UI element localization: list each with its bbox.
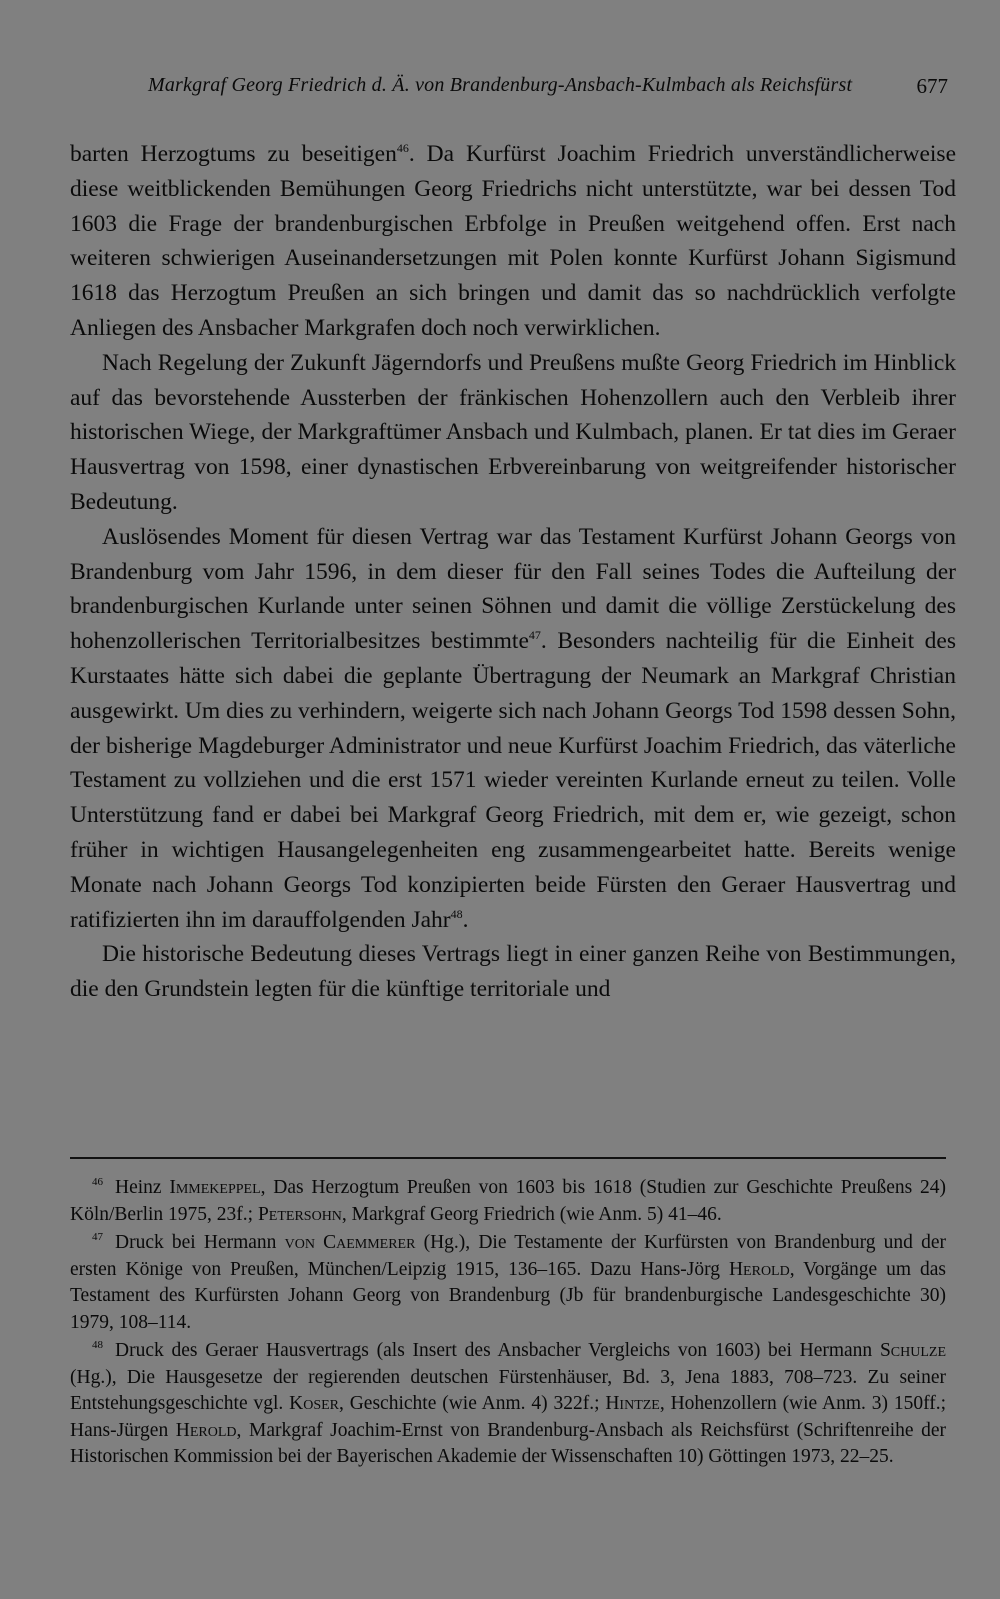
footnote-text: , Das Herzogtum Preußen von 1603 bis 1618 (Studien zur Geschichte Preußens 24) Köln/Berlin 1975, 23f.; (70, 1177, 947, 1225)
paragraph-3-text-c: . (462, 906, 469, 933)
author-name: Hintze (605, 1393, 660, 1414)
running-title: Markgraf Georg Friedrich d. Ä. von Brandenburg-Ansbach-Kulmbach als Reichsfürst (148, 74, 853, 96)
footnotes (70, 1175, 946, 1473)
paragraph-4: Die historische Bedeutung dieses Vertrags liegt in einer ganzen Reihe von Bestimmungen, die den Grundstein legten für die künftige territoriale und (70, 941, 956, 1003)
footnote-text: Druck bei Hermann (115, 1232, 285, 1253)
footnote-text: , Hohenzollern (wie Anm. 3) 150ff.; Hans-Jürgen (70, 1393, 946, 1441)
footnote-number: 47 (92, 1231, 103, 1243)
footnote-48 (70, 1338, 946, 1471)
footnote-text: , Markgraf Joachim-Ernst von Brandenburg-Ansbach als Reichsfürst (Schriftenreihe der Historischen Kommission bei der Bayerischen Akademie der Wissenschaften 10) Göttingen 1973, 22–25. (70, 1419, 946, 1467)
paragraph-1 (70, 137, 956, 346)
author-name: von Caemmerer (284, 1232, 416, 1253)
author-name: Herold (175, 1419, 237, 1441)
footnote-text: , Geschichte (wie Anm. 4) 322f.; (339, 1393, 606, 1414)
page-number: 677 (916, 74, 948, 98)
author-name: Immekeppel (169, 1177, 261, 1198)
running-header (120, 68, 950, 104)
paragraph-3 (70, 520, 956, 938)
paragraph-1-text-a: barten Herzogtums zu beseitigen (70, 141, 397, 167)
footnote-text: (Hg.), Die Testamente der Kurfürsten von Brandenburg und der ersten Könige von Preußen, München/Leipzig 1915, 136–165. Dazu Hans-Jörg (70, 1232, 946, 1280)
paragraph-1-text-b: . Da Kurfürst Joachim Friedrich unverständlicherweise diese weitblickenden Bemühungen Georg Friedrichs nicht unterstützte, war bei dessen Tod 1603 die Frage der brandenburgischen Erbfolge in Preußen weitgehend offen. Erst nach weiteren schwierigen Auseinandersetzungen mit Polen konnte Kurfürst Johann Sigismund 1618 das Herzogtum Preußen an sich bringen und damit das so nachdrücklich verfolgte Anliegen des Ansbacher Markgrafen doch noch verwirklichen. (70, 141, 956, 341)
paragraph-3-text-a: Auslösendes Moment für diesen Vertrag war das Testament Kurfürst Johann Georgs von Brandenburg vom Jahr 1596, in dem dieser für den Fall seines Todes die Aufteilung der brandenburgischen Kurlande unter seinen Söhnen und damit die völlige Zerstückelung des hohenzollerischen Territorialbesitzes bestimmte (70, 523, 956, 655)
footnote-text: Heinz (115, 1177, 170, 1198)
author-name: Schulze (879, 1340, 946, 1361)
footnote-number: 48 (92, 1339, 103, 1351)
main-text (70, 137, 956, 1007)
footnote-divider (70, 1157, 946, 1159)
footnote-ref-47: 47 (528, 628, 541, 643)
author-name: Koser (289, 1393, 339, 1414)
footnote-text: (Hg.), Die Hausgesetze der regierenden deutschen Fürstenhäuser, Bd. 3, Jena 1883, 708–723. Zu seiner Entstehungsgeschichte vgl. (70, 1366, 946, 1414)
footnote-46 (70, 1175, 946, 1228)
footnote-ref-46: 46 (396, 141, 409, 155)
author-name: Petersohn (257, 1203, 342, 1225)
paragraph-3-text-b: . Besonders nachteilig für die Einheit des Kurstaates hätte sich dabei die geplante Übertragung der Neumark an Markgraf Christian ausgewirkt. Um dies zu verhindern, weigerte sich nach Johann Georgs Tod 1598 dessen Sohn, der bisherige Magdeburger Administrator und neue Kurfürst Joachim Friedrich, das väterliche Testament zu vollziehen und die erst 1571 wieder vereinten Kurlande erneut zu teilen. Volle Unterstützung fand er dabei bei Markgraf Georg Friedrich, mit dem er, wie gezeigt, schon früher in wichtigen Hausangelegenheiten eng zusammengearbeitet hatte. Bereits wenige Monate nach Johann Georgs Tod konzipierten beide Fürsten den Geraer Hausvertrag und ratifizierten ihn im darauffolgenden Jahr (70, 628, 956, 933)
paragraph-2: Nach Regelung der Zukunft Jägerndorfs und Preußens mußte Georg Friedrich im Hinblick auf das bevorstehende Aussterben der fränkischen Hohenzollern auch den Verbleib ihrer historischen Wiege, der Markgraftümer Ansbach und Kulmbach, planen. Er tat dies im Geraer Hausvertrag von 1598, einer dynastischen Erbvereinbarung von weitgreifender historischer Bedeutung. (70, 349, 956, 515)
footnote-ref-48: 48 (450, 906, 463, 921)
author-name: Herold (728, 1258, 790, 1280)
footnote-text: , Vorgänge um das Testament des Kurfürsten Johann Georg von Brandenburg (Jb für brandenburgische Landesgeschichte 30) 1979, 108–114. (70, 1258, 946, 1333)
footnote-number: 46 (92, 1176, 103, 1188)
footnote-text: , Markgraf Georg Friedrich (wie Anm. 5) 41–46. (341, 1203, 722, 1225)
footnote-47 (70, 1230, 946, 1336)
footnote-text: Druck des Geraer Hausvertrags (als Insert des Ansbacher Vergleichs von 1603) bei Hermann (115, 1340, 880, 1361)
